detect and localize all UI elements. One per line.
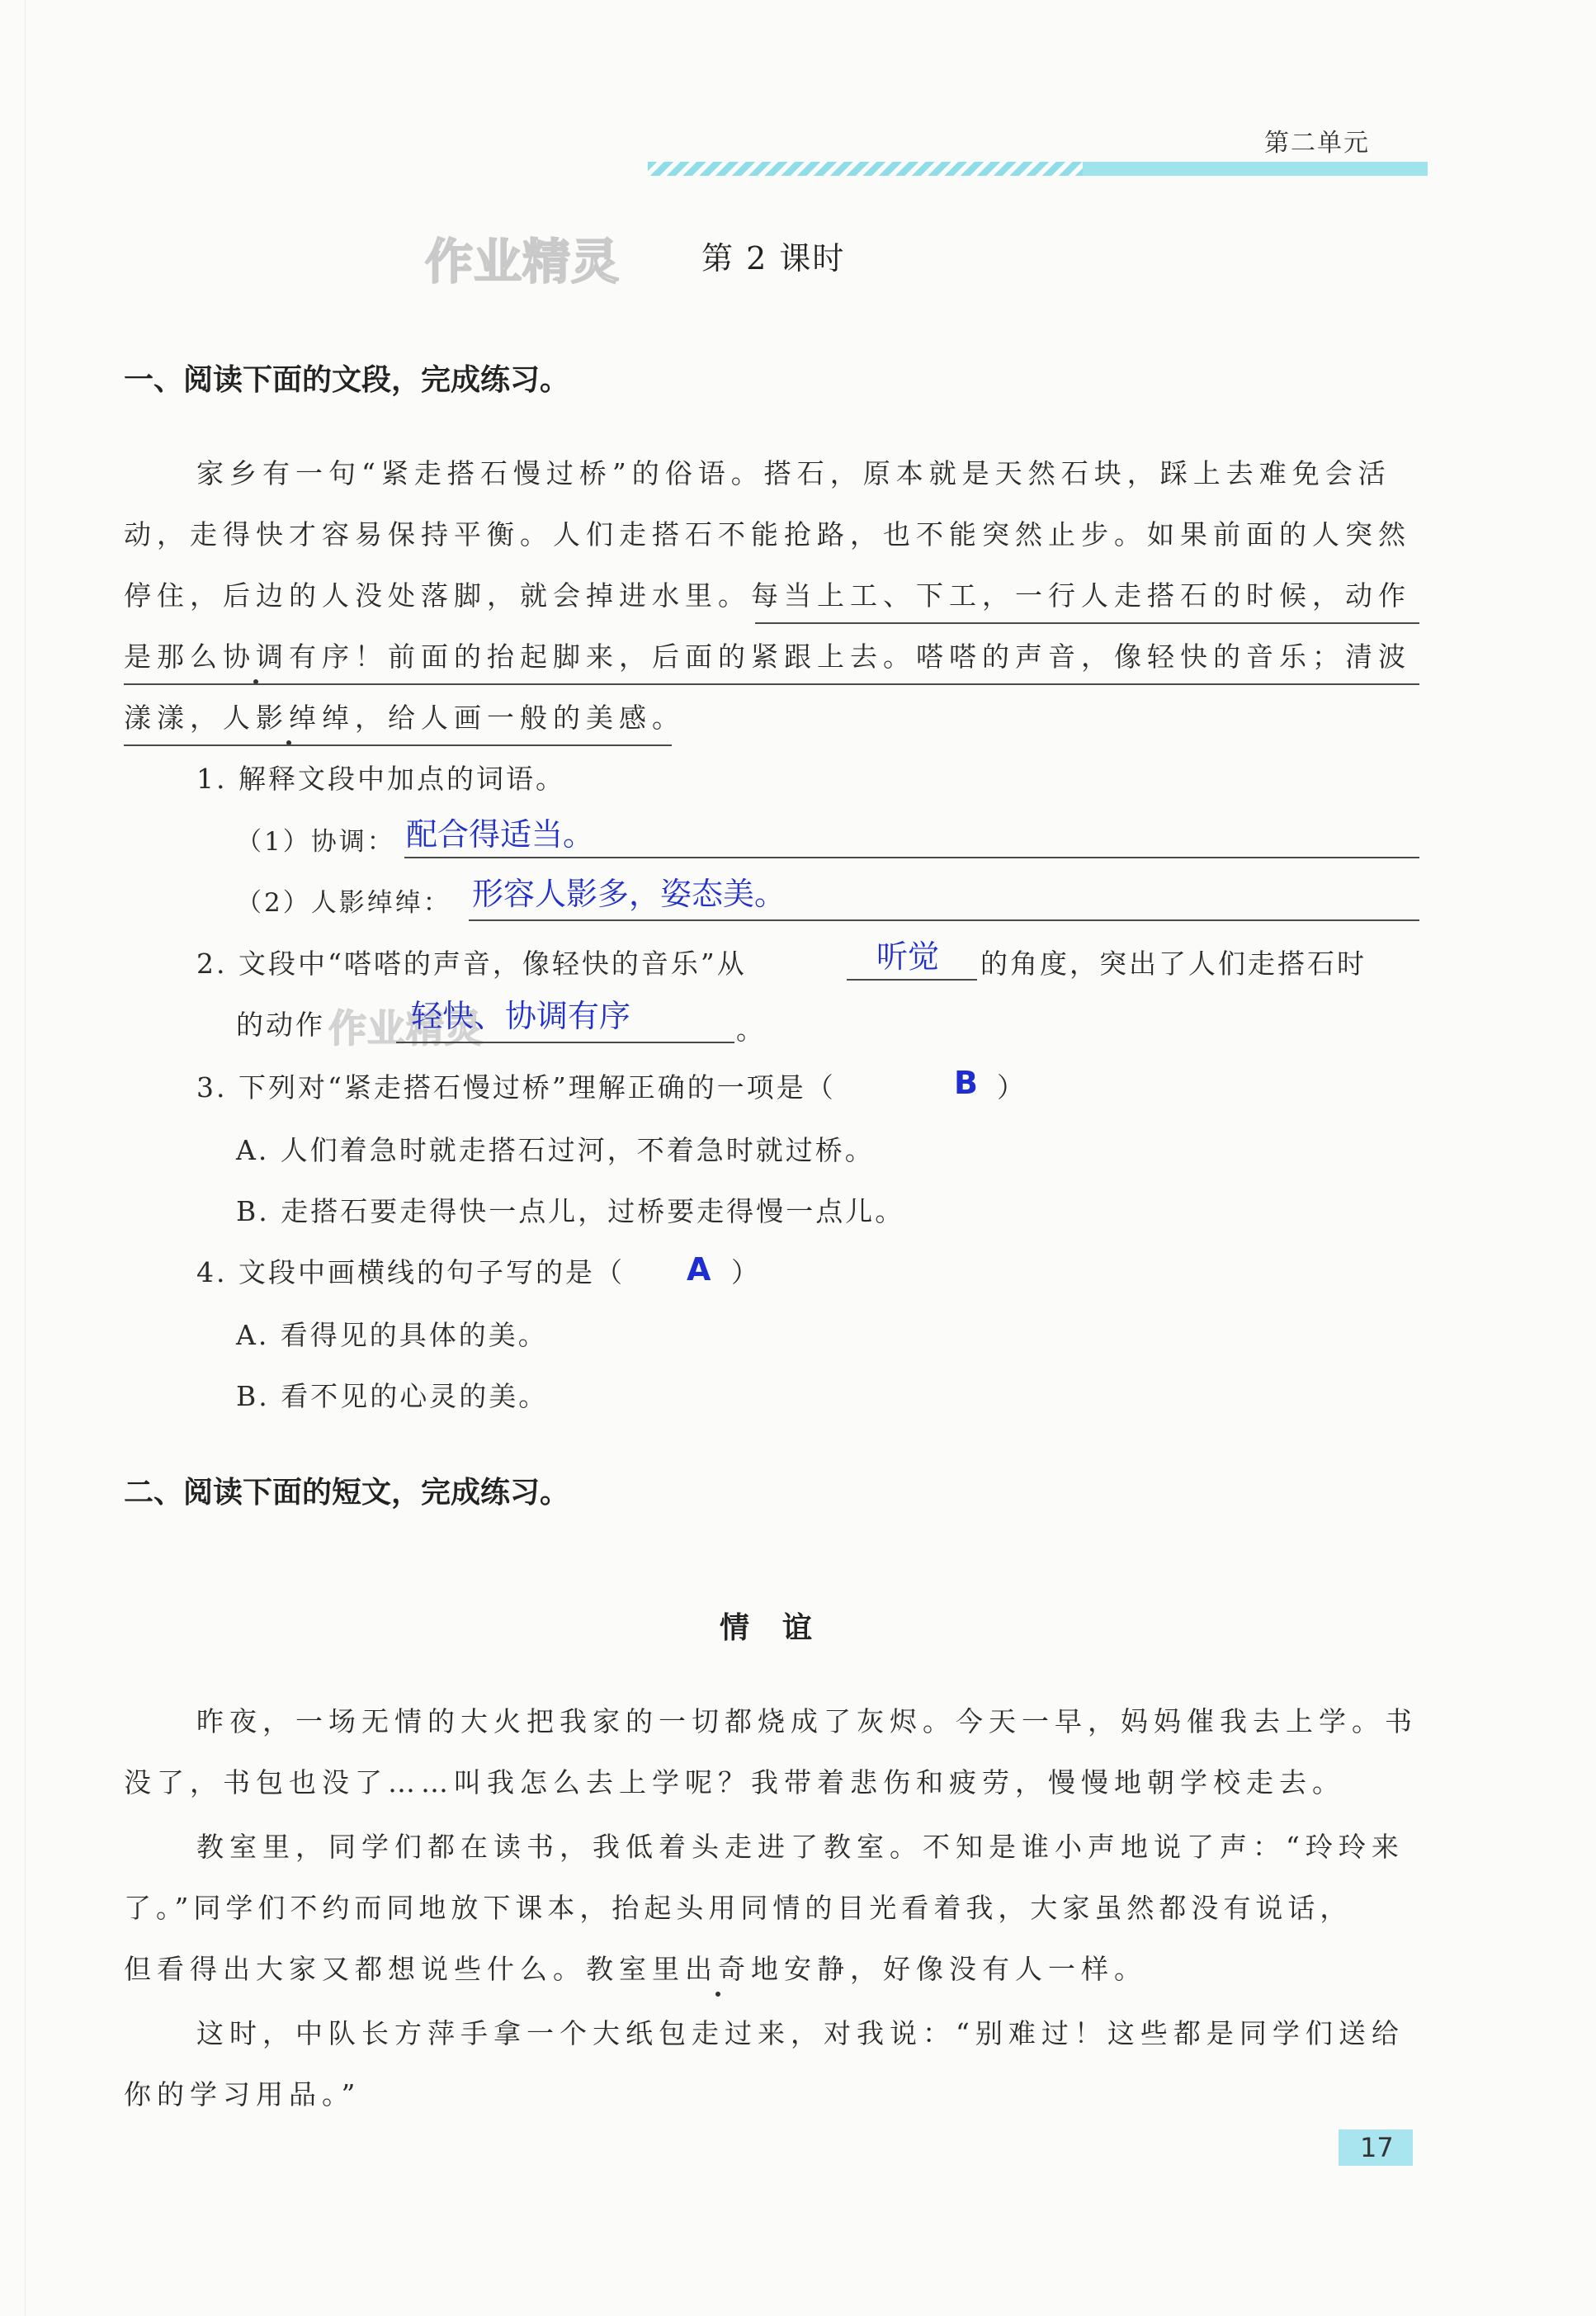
q2-answer-1[interactable]: 听觉 [876, 938, 940, 975]
q1-sub1-answer[interactable]: 配合得适当。 [406, 816, 595, 853]
q3-option-a: A. 人们着急时就走搭石过河，不着急时就过桥。 [236, 1134, 875, 1166]
q1-sub1-answer-line [404, 857, 1419, 858]
watermark-logo-2: 作业精灵 [328, 1006, 484, 1051]
story-p2-line-3-b: 地安静，好像没有人一样。 [751, 1953, 1147, 1985]
q2-stem-c: 的动作 [236, 1009, 325, 1041]
q3-stem-b: ） [997, 1071, 1027, 1104]
passage-line-5-a: 漾漾， [124, 702, 223, 734]
q4-answer[interactable]: A [687, 1251, 711, 1288]
q2-answer-2-line [396, 1042, 734, 1043]
passage-line-5-b: ，给人画一般的美感。 [355, 702, 685, 734]
passage-line-5 [124, 697, 685, 735]
q1-sub1-label: （1）协调： [236, 827, 395, 857]
story-title: 情谊 [720, 1610, 846, 1645]
q1-sub2-label: （2）人影绰绰： [236, 888, 451, 918]
q2-stem-d: 。 [736, 1014, 766, 1046]
story-p2-line-2: 了。”同学们不约而同地放下课本，抬起头用同情的目光看着我，大家虽然都没有说话， [124, 1892, 1353, 1924]
story-p3-line-2: 你的学习用品。” [124, 2078, 361, 2110]
q1-stem: 1. 解释文段中加点的词语。 [196, 763, 565, 795]
header-stripe-solid [1083, 162, 1428, 176]
q4-option-b: B. 看不见的心灵的美。 [236, 1380, 549, 1412]
lesson-title: 第 2 课时 [701, 240, 846, 277]
q3-answer[interactable]: B [954, 1065, 978, 1101]
watermark-logo: 作业精灵 [425, 234, 621, 290]
q4-option-a: A. 看得见的具体的美。 [236, 1319, 548, 1351]
passage-line-4-a: 是那么 [124, 640, 223, 673]
q3-stem-a: 3. 下列对“紧走搭石慢过桥”理解正确的一项是（ [196, 1071, 836, 1104]
passage-line-3-underlined: 每当上工、下工，一行人走搭石的时候，动作 [751, 579, 1411, 612]
section-1-title: 一、阅读下面的文段，完成练习。 [124, 362, 570, 397]
passage-line-1: 家乡有一句“紧走搭石慢过桥”的俗语。搭石，原本就是天然石块，踩上去难免会活 [196, 457, 1391, 489]
sentence-underline-2 [124, 683, 1419, 685]
emphasized-word-xietiao: 协调 [223, 636, 289, 674]
sentence-underline-3 [124, 744, 672, 746]
story-p2-line-1: 教室里，同学们都在读书，我低着头走进了教室。不知是谁小声地说了声：“玲玲来 [196, 1831, 1405, 1863]
passage-line-3 [124, 574, 1411, 613]
sentence-underline-1 [755, 622, 1419, 624]
unit-label: 第二单元 [1264, 129, 1370, 158]
q3-option-b: B. 走搭石要走得快一点儿，过桥要走得慢一点儿。 [236, 1195, 905, 1227]
binding-edge [25, 0, 26, 2316]
passage-line-4 [124, 636, 1411, 674]
emphasized-word-chuqi: 出奇 [685, 1948, 751, 1987]
q1-sub2-answer-line [469, 919, 1419, 921]
story-p2-line-3-a: 但看得出大家又都想说些什么。教室里 [124, 1953, 685, 1985]
passage-line-4-b: 有序！前面的抬起脚来，后面的紧跟上去。嗒嗒的声音，像轻快的音乐；清波 [289, 640, 1411, 673]
passage-line-2: 动，走得快才容易保持平衡。人们走搭石不能抢路，也不能突然止步。如果前面的人突然 [124, 518, 1411, 551]
story-p1-line-1: 昨夜，一场无情的大火把我家的一切都烧成了灰烬。今天一早，妈妈催我去上学。书 [196, 1705, 1418, 1737]
q2-stem-a: 2. 文段中“嗒嗒的声音，像轻快的音乐”从 [196, 948, 747, 980]
story-p2-line-3 [124, 1948, 1147, 1987]
emphasized-word-renying: 人影绰绰 [223, 697, 355, 735]
q2-answer-1-line [847, 979, 977, 981]
q1-sub2-answer[interactable]: 形容人影多，姿态美。 [472, 876, 786, 912]
story-p3-line-1: 这时，中队长方萍手拿一个大纸包走过来，对我说：“别难过！这些都是同学们送给 [196, 2017, 1405, 2049]
story-p1-line-2: 没了，书包也没了……叫我怎么去上学呢？我带着悲伤和疲劳，慢慢地朝学校走去。 [124, 1766, 1345, 1798]
q4-stem-b: ） [731, 1256, 761, 1288]
q2-stem-b: 的角度，突出了人们走搭石时 [980, 948, 1367, 980]
section-2-title: 二、阅读下面的短文，完成练习。 [124, 1475, 570, 1510]
page-number: 17 [1360, 2132, 1394, 2163]
q2-answer-2[interactable]: 轻快、协调有序 [411, 998, 631, 1034]
passage-line-3-plain: 停住，后边的人没处落脚，就会掉进水里。 [124, 579, 751, 612]
q4-stem-a: 4. 文段中画横线的句子写的是（ [196, 1256, 625, 1288]
